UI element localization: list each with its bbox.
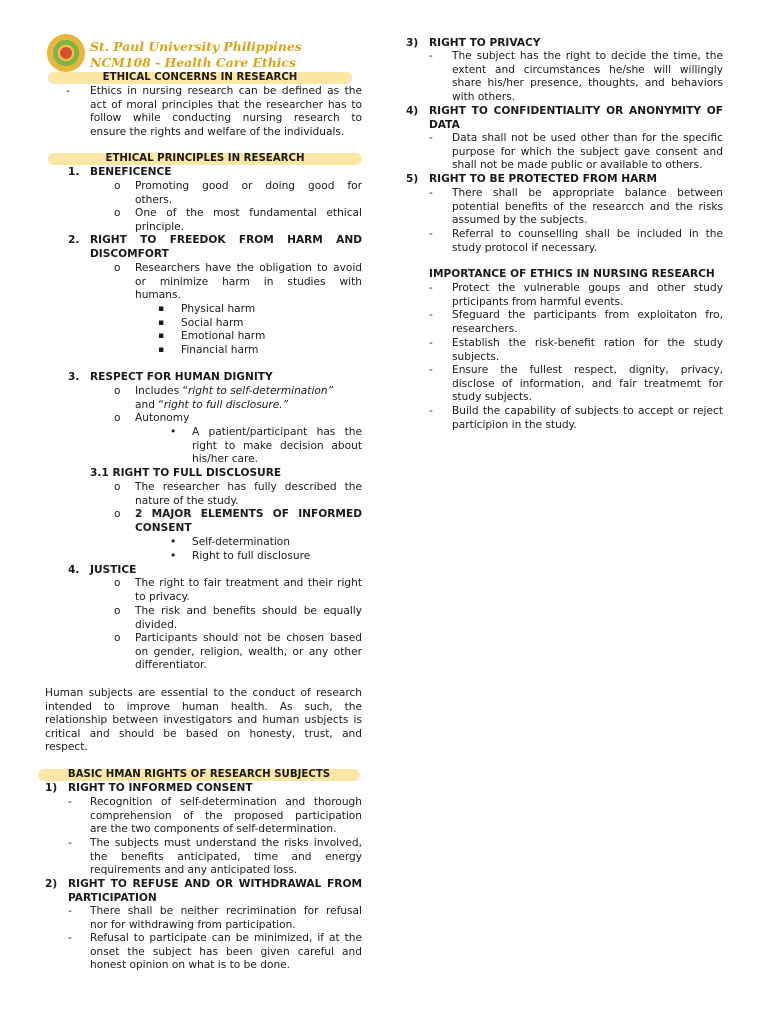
list-item (135, 207, 362, 234)
text-line: principle. (135, 220, 185, 233)
text-line: purpose for which the subject gave consent and (452, 145, 723, 158)
text-line: Human subjects are essential to the conduct of research (45, 687, 362, 699)
text-line: Participants should not be chosen based (135, 632, 362, 644)
list-item (135, 385, 362, 412)
text-line: CONSENT (135, 521, 192, 534)
text-line: RIGHT TO CONFIDENTIALITY OR ANONYMITY OF (429, 105, 723, 117)
section-header-ethical-concerns: ETHICAL CONCERNS IN RESEARCH (48, 72, 352, 84)
text-line: are the two components of self-determination. (90, 823, 337, 836)
circle-marker: o (114, 508, 121, 520)
text-line: nature of the study. (135, 494, 239, 507)
list-item (135, 632, 362, 673)
text-line: ensure the rights and welfare of the individuals. (90, 125, 345, 138)
list-item (135, 577, 362, 604)
square-bullet: ▪ (158, 304, 165, 314)
list-number: 1) (45, 782, 58, 794)
text-line: follow while conducting nursing research to (90, 112, 362, 125)
dash-marker: - (429, 405, 433, 417)
list-number: 3) (406, 37, 419, 49)
list-item (452, 364, 723, 405)
list-item (452, 337, 723, 364)
text-span: and “ (135, 398, 164, 411)
section-header-basic-rights: BASIC HMAN RIGHTS OF RESEARCH SUBJECTS (38, 769, 360, 781)
text-line: DATA (429, 118, 460, 131)
text-line: RIGHT TO REFUSE AND OR WITHDRAWAL FROM (68, 878, 362, 890)
text-line: researchers. (452, 322, 518, 335)
dash-marker: - (68, 837, 72, 849)
text-line: to privacy. (135, 590, 190, 603)
text-line: Establish the risk-benefit ration for the study (452, 337, 723, 349)
list-item: Self-determination (192, 536, 291, 548)
text-line: One of the most fundamental ethical (135, 207, 362, 219)
text-line: Ethics in nursing research can be defined as the (90, 85, 362, 97)
right-title-confidentiality (429, 105, 723, 132)
circle-marker: o (114, 180, 121, 192)
list-item (452, 405, 723, 432)
dash-marker: - (429, 337, 433, 349)
dot-bullet: • (170, 426, 177, 438)
dash-marker: - (66, 85, 70, 97)
list-item (135, 180, 362, 207)
list-item (452, 132, 723, 173)
list-item (452, 187, 723, 228)
right-title-privacy: RIGHT TO PRIVACY (429, 37, 541, 49)
circle-marker: o (114, 385, 121, 397)
right-title-informed-consent: RIGHT TO INFORMED CONSENT (68, 782, 253, 794)
dash-marker: - (429, 228, 433, 240)
text-line: divided. (135, 618, 178, 631)
list-item (135, 508, 362, 535)
course-title: NCM108 - Health Care Ethics (90, 55, 296, 70)
list-number: 1. (68, 166, 80, 178)
text-line: Referral to counselling shall be included in the (452, 228, 723, 240)
list-item (135, 605, 362, 632)
circle-marker: o (114, 207, 121, 219)
text-line: differentiator. (135, 659, 207, 672)
list-number: 2) (45, 878, 58, 890)
text-line: or minimize harm in studies with (135, 275, 362, 288)
text-line: shall not be made public or available to others. (452, 159, 703, 172)
text-line: The researcher has fully described the (135, 481, 362, 493)
circle-marker: o (114, 632, 121, 644)
text-line: There shall be neither recrimination for refusal (90, 905, 362, 917)
list-item (135, 262, 362, 303)
dash-marker: - (68, 932, 72, 944)
text-line: There shall be appropriate balance between (452, 187, 723, 199)
dash-marker: - (429, 364, 433, 376)
text-line: potential benefits of the researcch and the risks (452, 200, 723, 213)
text-line: nor for withdrawing from participation. (90, 918, 296, 931)
text-line: study subjects. (452, 391, 533, 404)
circle-marker: o (114, 481, 121, 493)
text-line: humans. (135, 289, 181, 302)
text-line: Protect the vulnerable goups and other study (452, 282, 723, 294)
text-line: Ensure the fullest respect, dignity, privacy, (452, 364, 723, 376)
list-item-autonomy: Autonomy (135, 412, 190, 424)
text-line: Build the capability of subjects to accept or reject (452, 405, 723, 417)
list-number: 4. (68, 564, 80, 576)
dash-marker: - (429, 50, 433, 62)
italic-term: right to full disclosure.” (163, 398, 289, 411)
text-line: extent and circumstances he/she will willingly (452, 63, 723, 76)
human-subjects-paragraph (45, 687, 362, 755)
list-item (90, 932, 362, 973)
text-line: Sfeguard the participants from exploitaton fro, (452, 309, 723, 321)
circle-marker: o (114, 262, 121, 274)
text-line: requirements and any anticipated loss. (90, 864, 298, 877)
square-bullet: ▪ (158, 331, 165, 341)
text-line: PARTICIPATION (68, 891, 157, 904)
list-item: Right to full disclosure (192, 550, 311, 562)
square-bullet: ▪ (158, 318, 165, 328)
text-line: DISCOMFORT (90, 247, 169, 260)
list-item (90, 837, 362, 878)
dash-marker: - (429, 132, 433, 144)
subsection-title-full-disclosure: 3.1 RIGHT TO FULL DISCLOSURE (90, 467, 282, 479)
text-line: study protocol if necessary. (452, 241, 597, 254)
principle-title-beneficence: BENEFICENCE (90, 166, 172, 178)
circle-marker: o (114, 577, 121, 589)
dash-marker: - (68, 905, 72, 917)
text-line: with others. (452, 90, 515, 103)
text-line: critical and should be based on honesty, trust, and (45, 727, 362, 740)
university-name: St. Paul University Philippines (90, 39, 302, 54)
text-line: respect. (45, 741, 88, 754)
circle-marker: o (114, 412, 121, 424)
harm-type-item: Financial harm (181, 344, 259, 356)
text-span: Includes “ (135, 385, 188, 397)
list-item (452, 228, 723, 255)
dash-marker: - (429, 309, 433, 321)
list-item (90, 796, 362, 837)
list-item (192, 426, 362, 467)
text-line: comprehension of the proposed participation (90, 809, 362, 822)
text-line: assumed by the subjects. (452, 214, 588, 227)
dash-marker: - (429, 187, 433, 199)
dot-bullet: • (170, 550, 177, 562)
principle-title-justice: JUSTICE (90, 564, 137, 576)
text-line: others. (135, 193, 173, 206)
italic-term: right to self-determination” (187, 385, 334, 397)
text-line: Refusal to participate can be minimized, if at the (90, 932, 362, 944)
right-title-protected-from-harm: RIGHT TO BE PROTECTED FROM HARM (429, 173, 657, 185)
list-item (135, 481, 362, 508)
text-line: the benefits anticipated, time and energy (90, 850, 362, 863)
list-item (452, 282, 723, 309)
seal-center (60, 47, 72, 59)
text-line: The right to fair treatment and their right (135, 577, 362, 589)
text-line: The subjects must understand the risks involved, (90, 837, 362, 849)
text-line: Researchers have the obligation to avoid (135, 262, 362, 274)
text-line: onset the subject has been given careful and (90, 945, 362, 958)
harm-type-item: Social harm (181, 317, 244, 329)
text-line: share his/her presence, thoughts, and behaviors (452, 77, 723, 90)
text-line: relationship between investigators and human usbjects is (45, 714, 362, 727)
right-title-refuse-withdraw (68, 878, 362, 905)
principle-title-freedom-from-harm (90, 234, 362, 261)
text-line: A patient/participant has the (192, 426, 362, 438)
harm-type-item: Physical harm (181, 303, 256, 315)
square-bullet: ▪ (158, 345, 165, 355)
text-line: act of moral principles that the researcher has to (90, 98, 362, 111)
ethical-concerns-paragraph (90, 85, 362, 139)
list-item (452, 309, 723, 336)
dot-bullet: • (170, 536, 177, 548)
circle-marker: o (114, 605, 121, 617)
harm-type-item: Emotional harm (181, 330, 266, 342)
text-line: subjects. (452, 350, 500, 363)
list-number: 2. (68, 234, 80, 246)
text-line: intended to improve human health. As such, the (45, 700, 362, 713)
principle-title-human-dignity: RESPECT FOR HUMAN DIGNITY (90, 371, 273, 383)
dash-marker: - (68, 796, 72, 808)
text-line: participion in the study. (452, 418, 577, 431)
text-line: 2 MAJOR ELEMENTS OF INFORMED (135, 508, 362, 520)
section-header-importance: IMPORTANCE OF ETHICS IN NURSING RESEARCH (429, 268, 715, 280)
text-line: Recognition of self-determination and thorough (90, 796, 362, 808)
text-line: his/her care. (192, 453, 259, 466)
university-seal-logo (47, 34, 85, 72)
dash-marker: - (429, 282, 433, 294)
text-line: right to make decision about (192, 439, 362, 452)
text-line: prticipants from harmful events. (452, 295, 624, 308)
list-number: 4) (406, 105, 419, 117)
list-number: 3. (68, 371, 80, 383)
text-line: on gender, religion, wealth, or any other (135, 645, 362, 658)
list-item (90, 905, 362, 932)
text-line: The risk and benefits should be equally (135, 605, 362, 617)
text-line: RIGHT TO FREEDOK FROM HARM AND (90, 234, 362, 246)
text-line: disclose of information, and fair treatmemt for (452, 377, 723, 390)
text-line: honest opinion on what is to be done. (90, 959, 291, 972)
text-line: Promoting good or doing good for (135, 180, 362, 192)
section-header-ethical-principles: ETHICAL PRINCIPLES IN RESEARCH (48, 153, 362, 165)
list-item (452, 50, 723, 104)
text-line: Data shall not be used other than for the specific (452, 132, 723, 144)
list-number: 5) (406, 173, 419, 185)
text-line: The subject has the right to decide the time, the (452, 50, 723, 62)
